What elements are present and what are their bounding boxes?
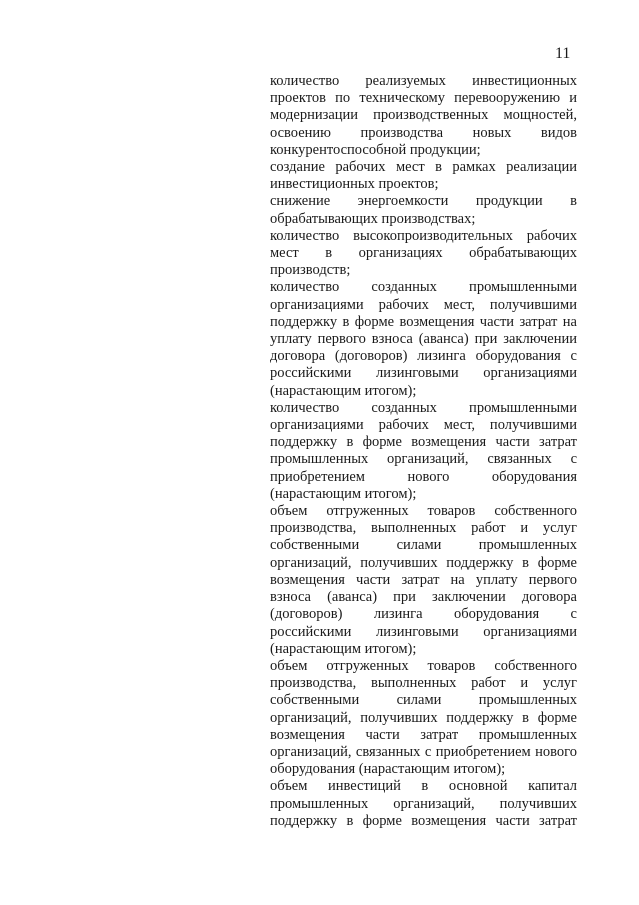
paragraph-shipped-goods-equipment: объем отгруженных товаров собственного производства, выполненных работ и услуг собственными силами промышленных организаций, получивших поддержку в форме возмещения части затрат промышленных организаций, связанных с приобретением нового оборудования (нарастающим итогом); — [270, 657, 577, 778]
paragraph-jobs-equipment-support: количество созданных промышленными организациями рабочих мест, получившими поддержку в форме возмещения части затрат промышленных организаций, связанных с приобретением нового оборудования (нарастающим итогом); — [270, 399, 577, 502]
paragraph-capital-investment: объем инвестиций в основной капитал промышленных организаций, получивших поддержку в форме возмещения части затрат — [270, 778, 577, 829]
paragraph-high-performance-jobs: количество высокопроизводительных рабочих мест в организациях обрабатывающих производств; — [270, 227, 577, 279]
paragraph-job-creation: создание рабочих мест в рамках реализации инвестиционных проектов; — [270, 159, 577, 193]
paragraph-jobs-leasing-support: количество созданных промышленными организациями рабочих мест, получившими поддержку в форме возмещения части затрат на уплату первого взноса (аванса) при заключении договора (договоров) лизинга оборудования с российскими лизинговыми организациями (нарастающим итогом); — [270, 279, 577, 399]
paragraph-shipped-goods-leasing: объем отгруженных товаров собственного производства, выполненных работ и услуг собственными силами промышленных организаций, получивших поддержку в форме возмещения части затрат на уплату первого взноса (аванса) при заключении договора (договоров) лизинга оборудования с российскими лизинговыми организациями (нарастающим итогом); — [270, 503, 577, 657]
paragraph-energy-intensity: снижение энергоемкости продукции в обрабатывающих производствах; — [270, 193, 577, 227]
page-number: 11 — [555, 45, 571, 62]
document-body — [270, 73, 577, 830]
paragraph-investment-projects: количество реализуемых инвестиционных проектов по техническому перевооружению и модернизации производственных мощностей, освоению производства новых видов конкурентоспособной продукции; — [270, 73, 577, 158]
